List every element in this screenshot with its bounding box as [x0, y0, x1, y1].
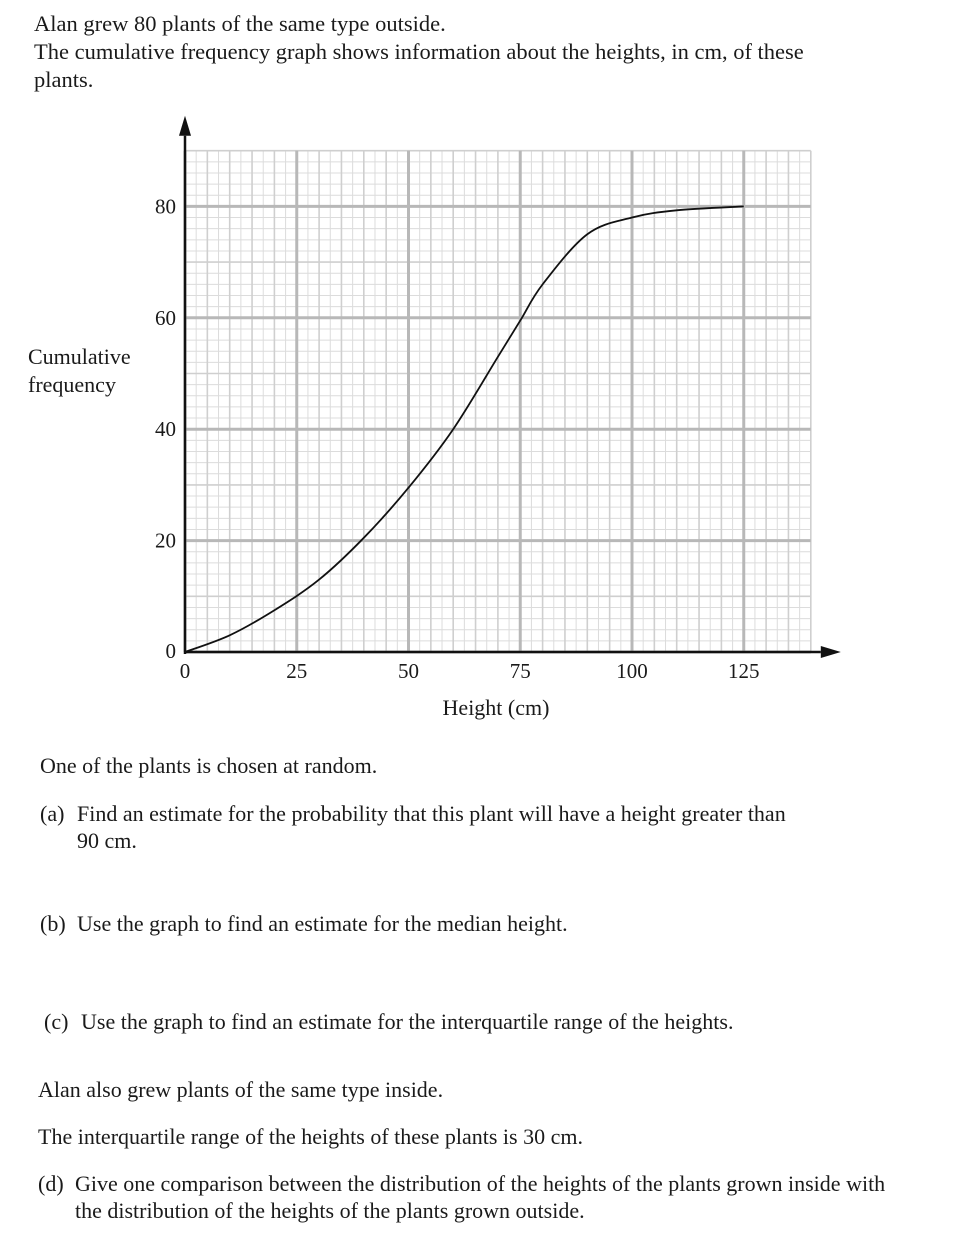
axes	[179, 116, 841, 658]
chosen-at-random-text: One of the plants is chosen at random.	[40, 753, 378, 778]
y-tick-label: 0	[165, 639, 176, 663]
question-c	[44, 1008, 844, 1035]
x-tick-label: 125	[728, 659, 760, 683]
question-d-label: (d)	[38, 1171, 64, 1196]
question-b-label: (b)	[40, 911, 66, 936]
x-tick-label: 50	[398, 659, 419, 683]
question-a	[40, 800, 830, 854]
x-tick-label: 0	[179, 659, 191, 683]
y-axis-label-line-2: frequency	[28, 372, 116, 397]
question-d	[38, 1170, 898, 1224]
y-tick-label: 80	[155, 194, 176, 219]
question-d-text: Give one comparison between the distribution of the heights of the plants grown inside with the distribution of the heights of the plants grown outside.	[75, 1171, 886, 1223]
tick-labels	[155, 194, 760, 683]
question-b	[40, 910, 840, 937]
y-tick-label: 20	[155, 528, 176, 553]
x-tick-label: 25	[286, 659, 308, 683]
inside-plants-text: Alan also grew plants of the same type inside.	[38, 1077, 444, 1102]
y-axis-label-line-1: Cumulative	[28, 344, 131, 369]
intro-line-2: The cumulative frequency graph shows information about the heights, in cm, of these plants.	[34, 39, 804, 92]
question-b-text: Use the graph to find an estimate for the median height.	[77, 911, 568, 936]
inside-iqr-text: The interquartile range of the heights of these plants is 30 cm.	[38, 1124, 583, 1149]
question-a-text: Find an estimate for the probability that this plant will have a height greater than 90 cm.	[77, 801, 786, 853]
question-c-text: Use the graph to find an estimate for the interquartile range of the heights.	[81, 1009, 734, 1034]
y-axis-arrowhead	[179, 116, 191, 136]
x-axis-arrowhead	[821, 646, 841, 658]
x-axis-label: Height (cm)	[442, 695, 550, 720]
y-tick-label: 60	[155, 305, 176, 330]
x-tick-label: 100	[616, 659, 648, 683]
question-c-label: (c)	[44, 1009, 69, 1034]
question-a-label: (a)	[40, 801, 65, 826]
y-tick-label: 40	[155, 417, 176, 442]
intro-line-1: Alan grew 80 plants of the same type outside.	[34, 11, 446, 36]
grid-mid-lines	[185, 151, 811, 652]
x-tick-label: 75	[509, 659, 531, 683]
